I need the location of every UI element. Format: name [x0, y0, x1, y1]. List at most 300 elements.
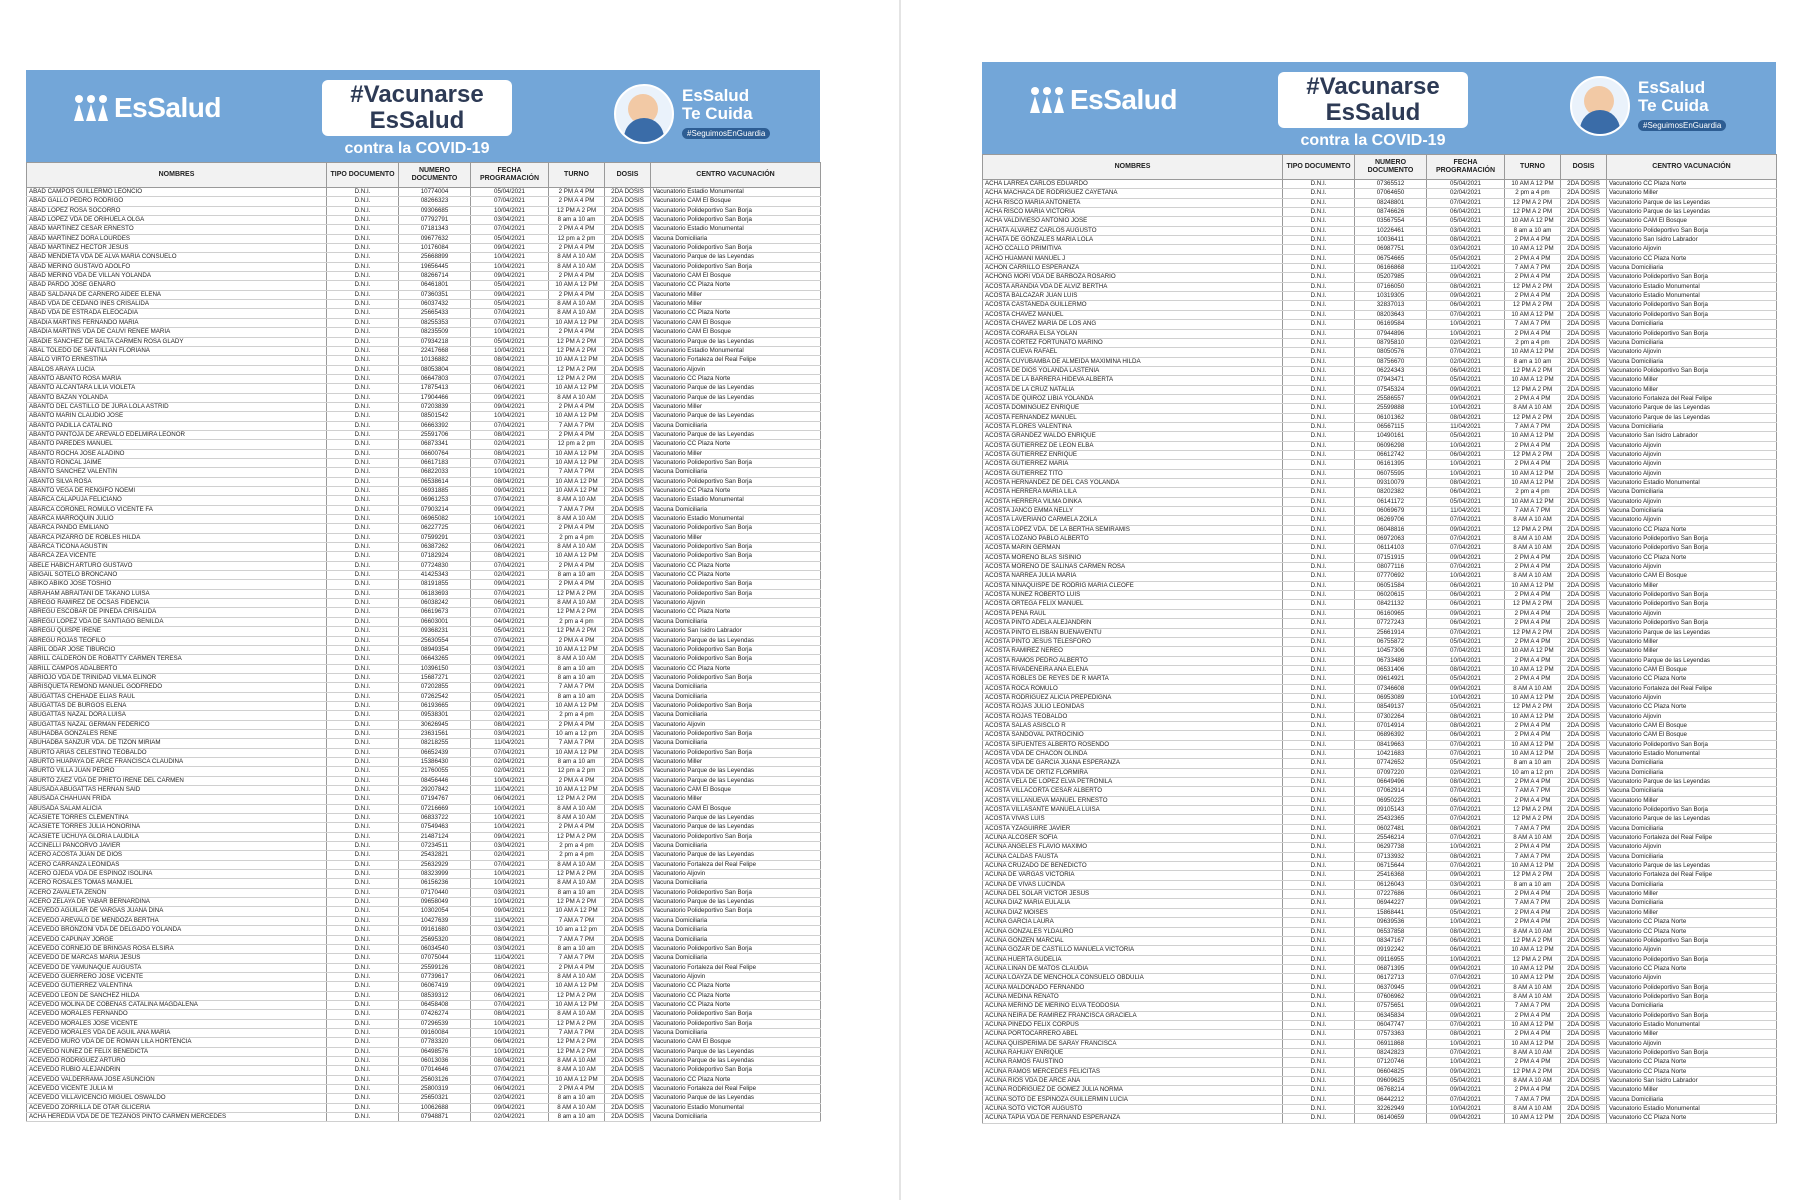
table-row — [983, 189, 1777, 198]
cell-numero-documento: 06961253 — [399, 496, 471, 505]
cell-turno: 8 am a 10 am — [549, 1094, 605, 1103]
cell-nombre: ACOSTA VDA DE GARCIA JUANA ESPERANZA — [983, 759, 1283, 768]
cell-numero-documento: 09538301 — [399, 711, 471, 720]
cell-numero-documento: 07194767 — [399, 795, 471, 804]
cell-nombre: ACOSTA DOMINGUEZ ENRIQUE — [983, 404, 1283, 413]
table-row — [27, 636, 821, 645]
cell-tipo-documento: D.N.I. — [327, 374, 399, 383]
cell-turno: 8 am a 10 am — [549, 944, 605, 953]
cell-numero-documento: 07346608 — [1355, 684, 1427, 693]
cell-nombre: ABANTO PANTOJA DE AREVALO EDELMIRA LEONOR — [27, 430, 327, 439]
cell-centro: Vacunatorio Estadio Monumental — [1607, 1020, 1777, 1029]
cell-turno: 2 PM A 4 PM — [549, 244, 605, 253]
cell-nombre: ACUÑA LOAYZA DE MENCHOLA CONSUELO OBDULIA — [983, 974, 1283, 983]
table-row — [983, 572, 1777, 581]
table-row — [27, 1075, 821, 1084]
cell-numero-documento: 06768214 — [1355, 1086, 1427, 1095]
cell-numero-documento: 06754665 — [1355, 254, 1427, 263]
cell-fecha: 06/04/2021 — [1427, 591, 1505, 600]
cell-numero-documento: 06833722 — [399, 814, 471, 823]
cell-turno: 8 AM A 10 AM — [549, 309, 605, 318]
cell-tipo-documento: D.N.I. — [327, 1019, 399, 1028]
table-row — [27, 300, 821, 309]
cell-tipo-documento: D.N.I. — [1283, 890, 1355, 899]
cell-numero-documento: 09609625 — [1355, 1077, 1427, 1086]
table-row — [27, 188, 821, 197]
cell-nombre: ACUÑA SOTO DE ESPINOZA GUILLERMIN LUCIA — [983, 1095, 1283, 1104]
cell-fecha: 11/04/2021 — [1427, 422, 1505, 431]
cell-nombre: ABIGAIL SOTELO BRONCANO — [27, 571, 327, 580]
table-row — [27, 552, 821, 561]
cell-turno: 2 PM A 4 PM — [549, 328, 605, 337]
table-header — [983, 155, 1777, 180]
cell-dosis: 2DA DOSIS — [605, 290, 651, 299]
table-row — [983, 852, 1777, 861]
cell-centro: Vacunatorio Fortaleza del Real Felipe — [1607, 871, 1777, 880]
cell-centro: Vacunatorio Parque de las Leyendas — [1607, 778, 1777, 787]
cell-numero-documento: 07062914 — [1355, 787, 1427, 796]
cell-centro: Vacuna Domiciliaria — [1607, 320, 1777, 329]
cell-turno: 10 AM A 12 PM — [1505, 376, 1561, 385]
cell-fecha: 11/04/2021 — [471, 739, 549, 748]
cell-nombre: ACOSTA RIVADENEIRA ANA ELENA — [983, 665, 1283, 674]
cell-fecha: 07/04/2021 — [471, 589, 549, 598]
cell-numero-documento: 06604825 — [1355, 1067, 1427, 1076]
cell-nombre: ACEVEDO BRONZONI VDA DE DELGADO YOLANDA — [27, 926, 327, 935]
cell-dosis: 2DA DOSIS — [605, 552, 651, 561]
cell-nombre: ACOSTA DE LA BARRERA HIDEVA ALBERTA — [983, 376, 1283, 385]
cell-nombre: ABANTO ROCHA JOSE ALADINO — [27, 449, 327, 458]
cell-centro: Vacunatorio Polideportivo San Borja — [1607, 936, 1777, 945]
cell-turno: 8 AM A 10 AM — [549, 655, 605, 664]
cell-tipo-documento: D.N.I. — [327, 888, 399, 897]
cell-tipo-documento: D.N.I. — [327, 729, 399, 738]
cell-fecha: 10/04/2021 — [471, 515, 549, 524]
cell-turno: 10 AM A 12 PM — [1505, 1039, 1561, 1048]
cell-dosis: 2DA DOSIS — [1561, 469, 1607, 478]
cell-numero-documento: 06020615 — [1355, 591, 1427, 600]
table-row — [27, 571, 821, 580]
cell-turno: 2 PM A 4 PM — [1505, 796, 1561, 805]
cell-fecha: 03/04/2021 — [471, 216, 549, 225]
cell-dosis: 2DA DOSIS — [1561, 1020, 1607, 1029]
cell-tipo-documento: D.N.I. — [327, 458, 399, 467]
cell-fecha: 09/04/2021 — [1427, 609, 1505, 618]
cell-fecha: 08/04/2021 — [1427, 824, 1505, 833]
cell-fecha: 07/04/2021 — [1427, 974, 1505, 983]
cell-fecha: 02/04/2021 — [471, 767, 549, 776]
cell-numero-documento: 07724830 — [399, 561, 471, 570]
cell-tipo-documento: D.N.I. — [327, 234, 399, 243]
te-cuida-badge — [1570, 76, 1726, 136]
cell-tipo-documento: D.N.I. — [1283, 964, 1355, 973]
cell-fecha: 03/04/2021 — [1427, 226, 1505, 235]
cell-nombre: ACOSTA DE QUIROZ LIBIA YOLANDA — [983, 394, 1283, 403]
cell-tipo-documento: D.N.I. — [1283, 460, 1355, 469]
cell-centro: Vacunatorio Aljovin — [651, 972, 821, 981]
cell-numero-documento: 07948871 — [399, 1113, 471, 1122]
cell-turno: 2 pm a 4 pm — [549, 617, 605, 626]
cell-dosis: 2DA DOSIS — [605, 300, 651, 309]
cell-numero-documento: 07202855 — [399, 683, 471, 692]
cell-turno: 10 AM A 12 PM — [1505, 862, 1561, 871]
cell-centro: Vacuna Domiciliaria — [651, 468, 821, 477]
cell-tipo-documento: D.N.I. — [1283, 581, 1355, 590]
cell-numero-documento: 06069679 — [1355, 507, 1427, 516]
cell-tipo-documento: D.N.I. — [327, 1066, 399, 1075]
cell-numero-documento: 09105143 — [1355, 806, 1427, 815]
cell-numero-documento: 08050576 — [1355, 348, 1427, 357]
cell-centro: Vacunatorio Aljovin — [1607, 563, 1777, 572]
cell-dosis: 2DA DOSIS — [605, 561, 651, 570]
cell-nombre: ACOSTA RODRIGUEZ ALICIA PREPEDIGNA — [983, 693, 1283, 702]
cell-dosis: 2DA DOSIS — [605, 384, 651, 393]
cuida-hashtag: #SeguimosEnGuardia — [1638, 120, 1726, 131]
table-row — [27, 356, 821, 365]
cell-numero-documento: 07944896 — [1355, 329, 1427, 338]
cell-centro: Vacuna Domiciliaria — [1607, 768, 1777, 777]
cell-nombre: ACUÑA GONZALES YLDAURO — [983, 927, 1283, 936]
cell-fecha: 08/04/2021 — [1427, 479, 1505, 488]
cell-numero-documento: 29207842 — [399, 786, 471, 795]
cell-turno: 12 PM A 2 PM — [1505, 1067, 1561, 1076]
table-row — [983, 693, 1777, 702]
cell-fecha: 08/04/2021 — [1427, 413, 1505, 422]
cell-fecha: 10/04/2021 — [471, 262, 549, 271]
cell-centro: Vacuna Domiciliaria — [651, 505, 821, 514]
cell-centro: Vacunatorio Parque de las Leyendas — [651, 814, 821, 823]
cell-tipo-documento: D.N.I. — [327, 701, 399, 710]
cell-centro: Vacuna Domiciliaria — [1607, 1002, 1777, 1011]
cell-tipo-documento: D.N.I. — [1283, 348, 1355, 357]
cell-dosis: 2DA DOSIS — [605, 776, 651, 785]
table-row — [983, 1077, 1777, 1086]
col-centro-vacunacion: CENTRO VACUNACIÓN — [651, 163, 821, 188]
cell-fecha: 08/04/2021 — [1427, 236, 1505, 245]
cell-tipo-documento: D.N.I. — [327, 804, 399, 813]
cell-dosis: 2DA DOSIS — [605, 972, 651, 981]
cell-turno: 10 AM A 12 PM — [1505, 1020, 1561, 1029]
cell-centro: Vacunatorio Miller — [1607, 908, 1777, 917]
cell-centro: Vacunatorio Polideportivo San Borja — [651, 216, 821, 225]
cell-dosis: 2DA DOSIS — [1561, 563, 1607, 572]
cell-tipo-documento: D.N.I. — [1283, 768, 1355, 777]
cell-fecha: 07/04/2021 — [471, 458, 549, 467]
table-row — [27, 823, 821, 832]
cell-dosis: 2DA DOSIS — [605, 748, 651, 757]
cell-fecha: 09/04/2021 — [1427, 273, 1505, 282]
cell-centro: Vacunatorio CC Plaza Norte — [651, 608, 821, 617]
cell-turno: 8 AM A 10 AM — [549, 860, 605, 869]
cell-nombre: ABAL TOLEDO DE SANTILLAN FLORIANA — [27, 346, 327, 355]
cell-dosis: 2DA DOSIS — [1561, 843, 1607, 852]
cell-nombre: ACOSTA HERRERA MARIA LILA — [983, 488, 1283, 497]
table-row — [983, 338, 1777, 347]
cell-dosis: 2DA DOSIS — [605, 402, 651, 411]
cell-numero-documento: 06612742 — [1355, 450, 1427, 459]
cell-fecha: 08/04/2021 — [471, 430, 549, 439]
cell-dosis: 2DA DOSIS — [605, 328, 651, 337]
cell-centro: Vacunatorio Parque de las Leyendas — [651, 823, 821, 832]
cell-tipo-documento: D.N.I. — [327, 1085, 399, 1094]
cell-centro: Vacunatorio Polideportivo San Borja — [651, 888, 821, 897]
cell-numero-documento: 08255353 — [399, 318, 471, 327]
cell-turno: 10 AM A 12 PM — [549, 318, 605, 327]
cell-centro: Vacunatorio CC Plaza Norte — [1607, 927, 1777, 936]
table-row — [27, 402, 821, 411]
cell-turno: 7 AM A 7 PM — [1505, 507, 1561, 516]
cell-dosis: 2DA DOSIS — [605, 823, 651, 832]
cell-centro: Vacunatorio Parque de las Leyendas — [651, 384, 821, 393]
cell-centro: Vacunatorio CAM El Bosque — [1607, 731, 1777, 740]
cell-tipo-documento: D.N.I. — [327, 487, 399, 496]
cell-fecha: 10/04/2021 — [1427, 955, 1505, 964]
cell-nombre: ACOSTA PINTO JESUS TELESFORO — [983, 637, 1283, 646]
cell-tipo-documento: D.N.I. — [1283, 619, 1355, 628]
cell-centro: Vacunatorio CAM El Bosque — [651, 328, 821, 337]
table-row — [983, 815, 1777, 824]
cell-numero-documento: 25546214 — [1355, 834, 1427, 843]
cell-numero-documento: 06037432 — [399, 300, 471, 309]
cell-numero-documento: 07296539 — [399, 1019, 471, 1028]
cell-fecha: 11/04/2021 — [1427, 264, 1505, 273]
cell-fecha: 08/04/2021 — [1427, 282, 1505, 291]
table-row — [983, 245, 1777, 254]
cell-nombre: ACOSTA VILLASANTE MANUELA LUISA — [983, 806, 1283, 815]
cell-numero-documento: 08347167 — [1355, 936, 1427, 945]
cell-dosis: 2DA DOSIS — [1561, 245, 1607, 254]
table-row — [983, 656, 1777, 665]
cell-nombre: ABUGATTAS CHEHADE ELIAS RAUL — [27, 692, 327, 701]
table-row — [983, 450, 1777, 459]
cell-dosis: 2DA DOSIS — [1561, 1105, 1607, 1114]
cell-nombre: ABRISQUETA REMOND MANUEL GODFREDO — [27, 683, 327, 692]
cell-fecha: 08/04/2021 — [1427, 1030, 1505, 1039]
cell-numero-documento: 07014646 — [399, 1066, 471, 1075]
cell-numero-documento: 32837013 — [1355, 301, 1427, 310]
cell-numero-documento: 07360351 — [399, 290, 471, 299]
cell-tipo-documento: D.N.I. — [1283, 385, 1355, 394]
cell-nombre: ACOSTA ROCA ROMULO — [983, 684, 1283, 693]
cell-nombre: ACHA LARREA CARLOS EDUARDO — [983, 180, 1283, 189]
cell-nombre: ACOSTA CUEVA RAFAEL — [983, 348, 1283, 357]
cell-nombre: ABUSADA ABUGATTAS HERNAN SAID — [27, 786, 327, 795]
cell-nombre: ABARCA MARROQUIN JULIO — [27, 515, 327, 524]
table-row — [983, 591, 1777, 600]
table-header — [27, 163, 821, 188]
cell-tipo-documento: D.N.I. — [1283, 946, 1355, 955]
cell-dosis: 2DA DOSIS — [605, 440, 651, 449]
cell-numero-documento: 17904466 — [399, 393, 471, 402]
cell-nombre: ABRILL CAMPOS ADALBERTO — [27, 664, 327, 673]
table-row — [27, 477, 821, 486]
cell-dosis: 2DA DOSIS — [1561, 852, 1607, 861]
cell-nombre: ACOSTA NUÑEZ ROBERTO LUIS — [983, 591, 1283, 600]
cell-dosis: 2DA DOSIS — [605, 916, 651, 925]
table-row — [27, 748, 821, 757]
col-tipo-documento: TIPO DOCUMENTO — [1283, 155, 1355, 180]
table-row — [983, 824, 1777, 833]
cell-nombre: ABANTO PADILLA CATALINO — [27, 421, 327, 430]
cell-centro: Vacunatorio Polideportivo San Borja — [651, 206, 821, 215]
cell-dosis: 2DA DOSIS — [605, 842, 651, 851]
cell-dosis: 2DA DOSIS — [1561, 740, 1607, 749]
table-row — [983, 843, 1777, 852]
cell-nombre: ABANTO SILVA ROSA — [27, 477, 327, 486]
cell-nombre: ACUÑA DIAZ MARIA EULALIA — [983, 899, 1283, 908]
cell-centro: Vacunatorio Estadio Monumental — [1607, 282, 1777, 291]
cell-fecha: 10/04/2021 — [1427, 469, 1505, 478]
cell-turno: 12 PM A 2 PM — [549, 991, 605, 1000]
cell-nombre: ABARCA PANDO EMILIANO — [27, 524, 327, 533]
cell-numero-documento: 06600764 — [399, 449, 471, 458]
cell-numero-documento: 08203643 — [1355, 310, 1427, 319]
cell-fecha: 10/04/2021 — [471, 1047, 549, 1056]
cell-turno: 7 AM A 7 PM — [549, 739, 605, 748]
cell-turno: 2 PM A 4 PM — [1505, 1011, 1561, 1020]
cell-turno: 12 PM A 2 PM — [1505, 198, 1561, 207]
cell-turno: 12 PM A 2 PM — [549, 589, 605, 598]
cell-centro: Vacunatorio CC Plaza Norte — [651, 982, 821, 991]
cell-tipo-documento: D.N.I. — [1283, 1030, 1355, 1039]
cell-numero-documento: 07203839 — [399, 402, 471, 411]
cell-tipo-documento: D.N.I. — [1283, 1077, 1355, 1086]
table-row — [983, 637, 1777, 646]
cell-numero-documento: 06269706 — [1355, 516, 1427, 525]
cell-fecha: 10/04/2021 — [471, 879, 549, 888]
cell-dosis: 2DA DOSIS — [605, 739, 651, 748]
cell-numero-documento: 07227686 — [1355, 890, 1427, 899]
cell-turno: 7 AM A 7 PM — [1505, 852, 1561, 861]
table-row — [27, 767, 821, 776]
cell-turno: 2 PM A 4 PM — [1505, 721, 1561, 730]
cell-centro: Vacunatorio Polideportivo San Borja — [1607, 1048, 1777, 1057]
cell-fecha: 08/04/2021 — [471, 449, 549, 458]
cell-turno: 8 AM A 10 AM — [1505, 404, 1561, 413]
cell-turno: 2 pm a 4 pm — [549, 851, 605, 860]
cell-fecha: 08/04/2021 — [471, 963, 549, 972]
cell-turno: 10 AM A 12 PM — [1505, 665, 1561, 674]
cell-nombre: ACEVEDO GUTIERREZ VALENTINA — [27, 982, 327, 991]
cell-turno: 2 PM A 4 PM — [1505, 292, 1561, 301]
cell-turno: 2 PM A 4 PM — [1505, 656, 1561, 665]
cell-fecha: 09/04/2021 — [471, 907, 549, 916]
table-row — [27, 898, 821, 907]
cell-fecha: 07/04/2021 — [471, 1066, 549, 1075]
cell-dosis: 2DA DOSIS — [1561, 1086, 1607, 1095]
table-row — [983, 469, 1777, 478]
cell-centro: Vacunatorio CC Plaza Norte — [651, 309, 821, 318]
cell-dosis: 2DA DOSIS — [605, 262, 651, 271]
table-row — [983, 497, 1777, 506]
cell-centro: Vacunatorio Fortaleza del Real Felipe — [651, 1085, 821, 1094]
cell-dosis: 2DA DOSIS — [605, 870, 651, 879]
table-row — [27, 739, 821, 748]
cell-turno: 8 am a 10 am — [549, 664, 605, 673]
cell-turno: 2 PM A 4 PM — [1505, 890, 1561, 899]
cell-centro: Vacunatorio Miller — [651, 795, 821, 804]
cell-fecha: 03/04/2021 — [1427, 880, 1505, 889]
cell-fecha: 05/04/2021 — [471, 188, 549, 197]
cell-numero-documento: 25603126 — [399, 1075, 471, 1084]
cell-turno: 12 PM A 2 PM — [549, 374, 605, 383]
cell-nombre: ABAD CAMPOS GUILLERMO LEONCIO — [27, 188, 327, 197]
cell-dosis: 2DA DOSIS — [605, 346, 651, 355]
table-row — [27, 860, 821, 869]
cell-numero-documento: 08549137 — [1355, 703, 1427, 712]
cell-tipo-documento: D.N.I. — [327, 1113, 399, 1122]
cell-numero-documento: 25650321 — [399, 1094, 471, 1103]
cell-tipo-documento: D.N.I. — [327, 430, 399, 439]
hashtag-line1: #Vacunarse — [350, 81, 484, 108]
cell-nombre: ACOSTA BALCAZAR JUAN LUIS — [983, 292, 1283, 301]
cell-dosis: 2DA DOSIS — [1561, 824, 1607, 833]
cell-turno: 10 AM A 12 PM — [549, 412, 605, 421]
cell-turno: 12 PM A 2 PM — [1505, 936, 1561, 945]
cell-numero-documento: 06822033 — [399, 468, 471, 477]
cell-numero-documento: 10226461 — [1355, 226, 1427, 235]
cell-dosis: 2DA DOSIS — [605, 701, 651, 710]
table-row — [983, 413, 1777, 422]
cell-turno: 12 PM A 2 PM — [1505, 385, 1561, 394]
cell-tipo-documento: D.N.I. — [327, 982, 399, 991]
cell-tipo-documento: D.N.I. — [1283, 1058, 1355, 1067]
cell-dosis: 2DA DOSIS — [605, 879, 651, 888]
cell-nombre: ACHA VALDIVIESO ANTONIO JOSE — [983, 217, 1283, 226]
cell-nombre: ABUHADBA GONZALES RENE — [27, 729, 327, 738]
cell-fecha: 07/04/2021 — [471, 318, 549, 327]
cell-centro: Vacunatorio CC Plaza Norte — [1607, 1067, 1777, 1076]
cell-turno: 2 PM A 4 PM — [549, 561, 605, 570]
cell-turno: 2 PM A 4 PM — [1505, 908, 1561, 917]
cell-dosis: 2DA DOSIS — [1561, 656, 1607, 665]
table-row — [983, 273, 1777, 282]
cell-centro: Vacuna Domiciliaria — [651, 1113, 821, 1122]
cell-numero-documento: 07770692 — [1355, 572, 1427, 581]
cell-nombre: ACOSTA GUTIERREZ ENRIQUE — [983, 450, 1283, 459]
cell-dosis: 2DA DOSIS — [605, 430, 651, 439]
cell-tipo-documento: D.N.I. — [327, 636, 399, 645]
cell-turno: 2 pm a 4 pm — [549, 842, 605, 851]
cell-centro: Vacunatorio Miller — [651, 757, 821, 766]
cell-centro: Vacunatorio Miller — [1607, 1086, 1777, 1095]
cell-tipo-documento: D.N.I. — [1283, 871, 1355, 880]
cell-nombre: ABAD LOPEZ VDA DE ORIHUELA OLGA — [27, 216, 327, 225]
cell-fecha: 09/04/2021 — [1427, 1067, 1505, 1076]
cell-centro: Vacunatorio Estadio Monumental — [651, 1103, 821, 1112]
cell-dosis: 2DA DOSIS — [605, 1000, 651, 1009]
cell-dosis: 2DA DOSIS — [1561, 348, 1607, 357]
table-row — [27, 664, 821, 673]
table-row — [983, 479, 1777, 488]
cell-centro: Vacunatorio CC Plaza Norte — [651, 440, 821, 449]
cell-centro: Vacunatorio Polideportivo San Borja — [1607, 992, 1777, 1001]
cell-numero-documento: 06047747 — [1355, 1020, 1427, 1029]
cell-centro: Vacunatorio Miller — [1607, 890, 1777, 899]
cuida-line2: Te Cuida — [682, 104, 753, 123]
cell-dosis: 2DA DOSIS — [605, 458, 651, 467]
cell-dosis: 2DA DOSIS — [605, 944, 651, 953]
table-row — [983, 918, 1777, 927]
table-row — [27, 234, 821, 243]
cell-centro: Vacunatorio Polideportivo San Borja — [1607, 329, 1777, 338]
cell-nombre: ABANTO SANCHEZ VALENTIN — [27, 468, 327, 477]
cell-tipo-documento: D.N.I. — [1283, 749, 1355, 758]
cell-tipo-documento: D.N.I. — [327, 580, 399, 589]
cell-turno: 10 AM A 12 PM — [1505, 310, 1561, 319]
cell-fecha: 08/04/2021 — [1427, 852, 1505, 861]
cell-numero-documento: 06140659 — [1355, 1114, 1427, 1123]
